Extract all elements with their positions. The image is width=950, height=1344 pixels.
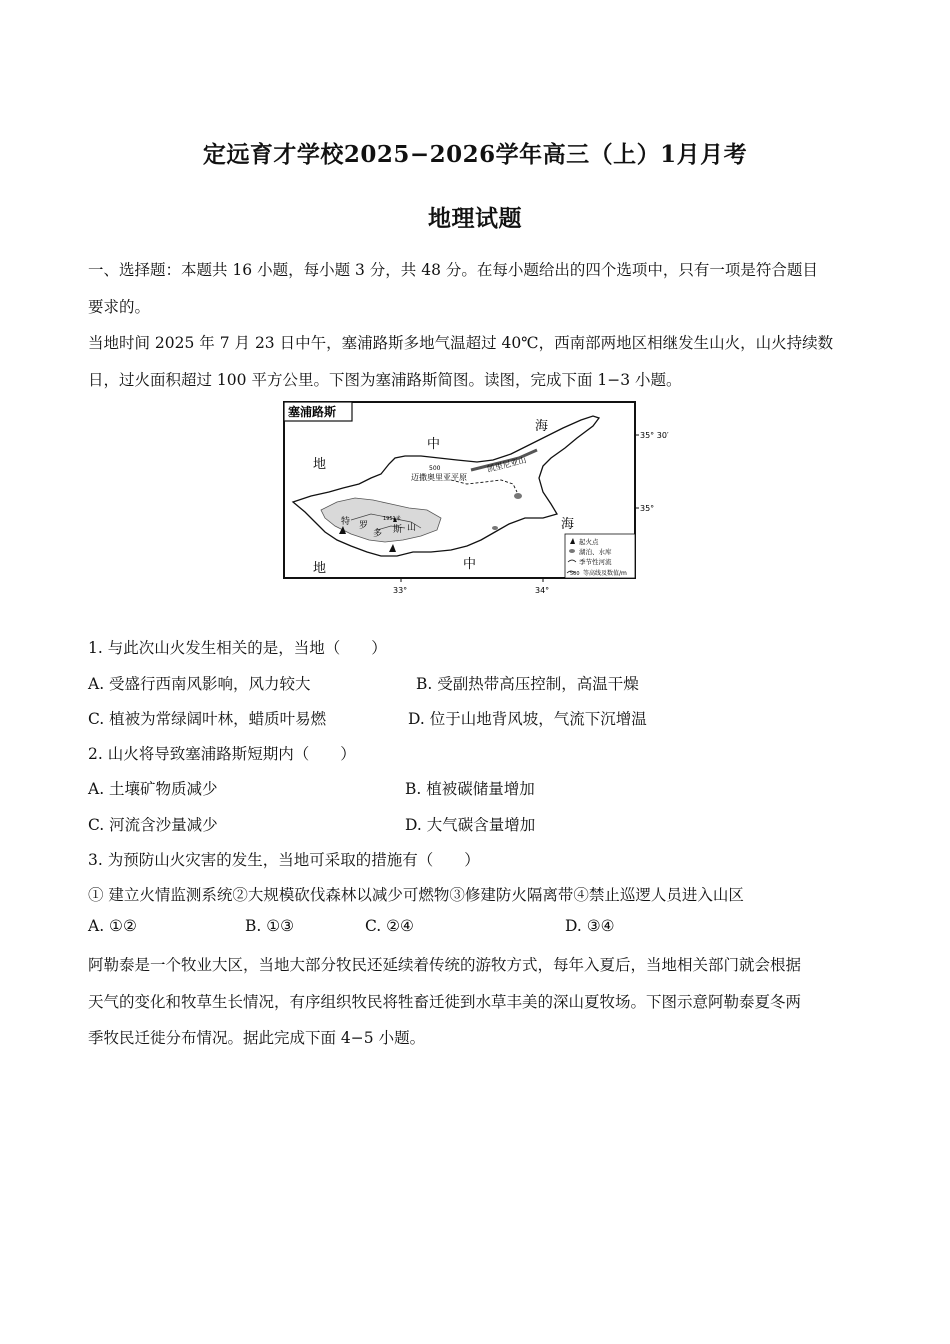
q3-option-d[interactable]: D. ③④ — [565, 917, 615, 935]
q1-stem: 1. 与此次山火发生相关的是，当地（ ） — [88, 639, 387, 657]
troodos-char: 特 — [341, 517, 351, 527]
sea-label: 中 — [427, 437, 441, 452]
legend-item: 湖泊、水库 — [579, 548, 612, 556]
passage1-line1: 当地时间 2025 年 7 月 23 日中午，塞浦路斯多地气温超过 40℃，西南部两地区相继发生山火，山火持续数 — [88, 334, 834, 352]
q3-option-c[interactable]: C. ②④ — [365, 917, 414, 935]
subject-title: 地理试题 — [428, 205, 522, 232]
q2-option-c[interactable]: C. 河流含沙量减少 — [88, 816, 218, 834]
sea-label: 中 — [463, 557, 477, 572]
section-instruction-line1: 一、选择题：本题共 16 小题，每小题 3 分，共 48 分。在每小题给出的四个选项中，只有一项是符合题目 — [88, 261, 818, 279]
lat-label: 35° — [640, 504, 655, 513]
exam-title: 定远育才学校2025−2026学年高三（上）1月月考 — [202, 141, 748, 168]
plain-label: 迈撒奥里亚平原 — [411, 473, 467, 482]
passage1-line2: 日，过火面积超过 100 平方公里。下图为塞浦路斯简图。读图，完成下面 1−3 小题。 — [88, 371, 682, 389]
q2-option-d[interactable]: D. 大气碳含量增加 — [405, 816, 536, 834]
lake-icon — [492, 526, 498, 530]
lon-label: 33° — [393, 586, 408, 595]
legend-item: 等高线及数值/m — [583, 570, 627, 577]
troodos-char: 多 — [373, 529, 383, 539]
legend-item: 季节性河流 — [579, 558, 612, 566]
legend-lake-icon — [569, 549, 575, 553]
section-instruction-line2: 要求的。 — [88, 298, 151, 316]
q2-stem: 2. 山火将导致塞浦路斯短期内（ ） — [88, 745, 356, 763]
passage2-line1: 阿勒泰是一个牧业大区，当地大部分牧民还延续着传统的游牧方式，每年入夏后，当地相关部门就会根据 — [88, 956, 802, 974]
q3-option-b[interactable]: B. ①③ — [245, 917, 295, 935]
passage2-line3: 季牧民迁徙分布情况。据此完成下面 4−5 小题。 — [88, 1029, 426, 1047]
lake-icon — [514, 493, 522, 499]
sea-label: 海 — [535, 419, 549, 434]
legend-item: 起火点 — [579, 538, 599, 546]
lat-label: 35° 30′ — [640, 431, 669, 440]
lon-label: 34° — [535, 586, 550, 595]
troodos-char: 罗 — [359, 521, 369, 531]
passage2-line2: 天气的变化和牧草生长情况，有序组织牧民将牲畜迁徙到水草丰美的深山夏牧场。下图示意阿勒泰夏冬两 — [88, 993, 802, 1011]
troodos-char: 山 — [407, 523, 417, 533]
troodos-char: 斯 — [393, 525, 403, 535]
q2-option-b[interactable]: B. 植被碳储量增加 — [405, 780, 535, 798]
q3-option-a[interactable]: A. ①② — [88, 917, 137, 935]
sea-label: 地 — [313, 561, 327, 576]
q2-option-a[interactable]: A. 土壤矿物质减少 — [88, 780, 218, 798]
sea-label: 海 — [561, 517, 575, 532]
q1-option-b[interactable]: B. 受副热带高压控制，高温干燥 — [416, 675, 639, 693]
q3-stem: 3. 为预防山火灾害的发生，当地可采取的措施有（ ） — [88, 851, 480, 869]
legend-contour-value: 500 — [570, 571, 580, 577]
q1-option-a[interactable]: A. 受盛行西南风影响，风力较大 — [88, 675, 311, 693]
contour-value: 500 — [429, 465, 441, 472]
q3-statements: ① 建立火情监测系统②大规模砍伐森林以减少可燃物③修建防火隔离带④禁止巡逻人员进入山区 — [88, 886, 744, 904]
kyrenia-label: 凯里尼亚山 — [486, 455, 528, 474]
map-title: 塞浦路斯 — [288, 405, 337, 419]
cyprus-map — [281, 400, 671, 600]
q1-option-d[interactable]: D. 位于山地背风坡，气流下沉增温 — [408, 710, 647, 728]
sea-label: 地 — [313, 457, 327, 472]
q1-option-c[interactable]: C. 植被为常绿阔叶林，蜡质叶易燃 — [88, 710, 327, 728]
peak-elevation: 1951米 — [383, 516, 401, 522]
